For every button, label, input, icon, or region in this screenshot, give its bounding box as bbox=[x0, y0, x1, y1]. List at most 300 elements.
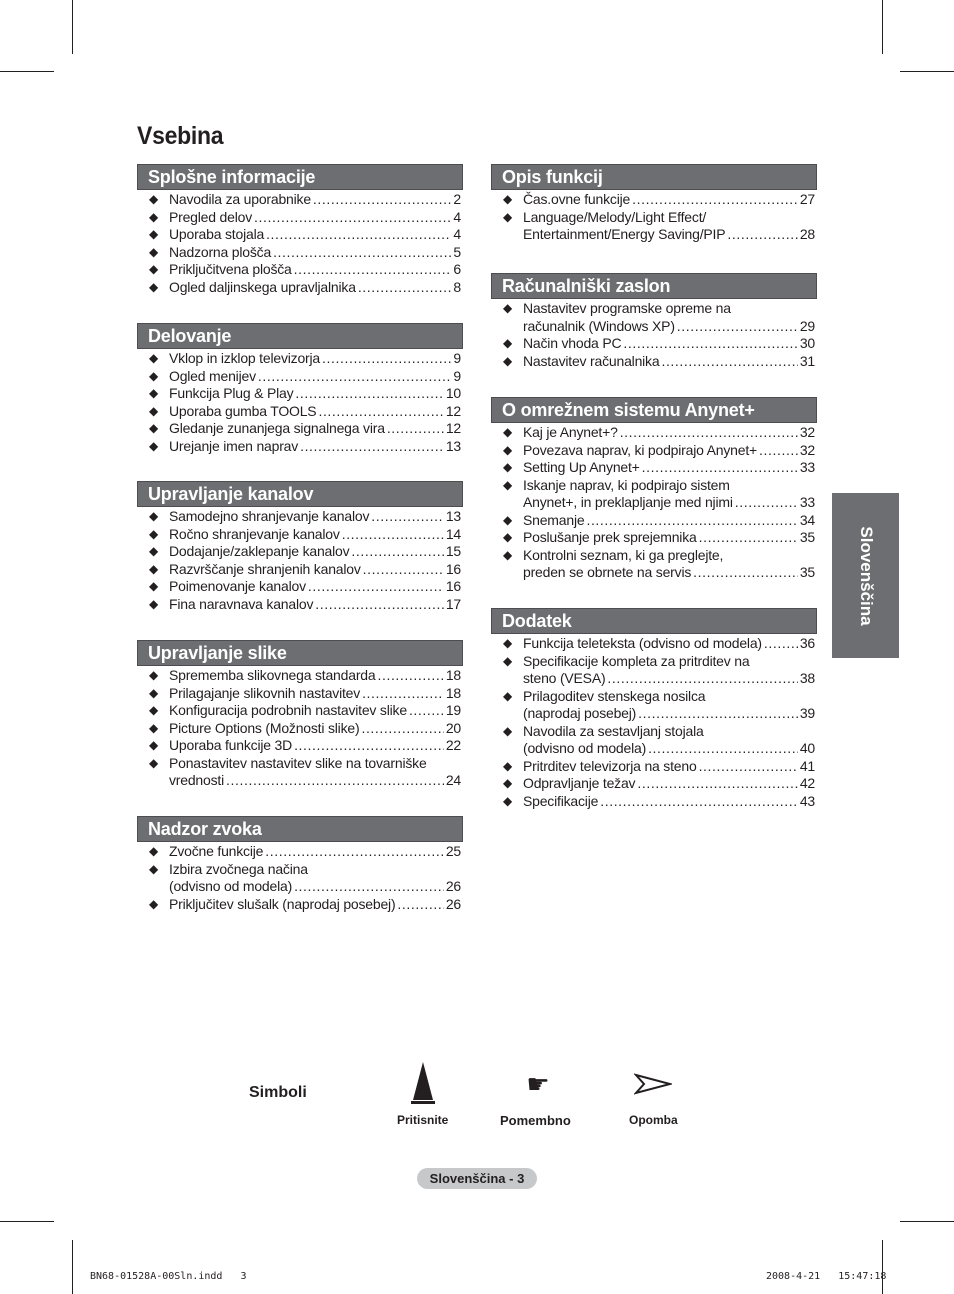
toc-entry-text: Pregled delov bbox=[169, 208, 253, 225]
toc-entry-text: Poimenovanje kanalov bbox=[169, 578, 306, 594]
toc-entry[interactable] bbox=[137, 226, 463, 244]
dot-leader bbox=[295, 385, 443, 403]
toc-section bbox=[491, 397, 817, 582]
toc-entry-text: Kontrolni seznam, ki ga preglejte, bbox=[523, 546, 724, 563]
toc-entry-line bbox=[523, 318, 815, 336]
toc-page-number: 36 bbox=[799, 635, 815, 651]
diamond-bullet-icon: ◆ bbox=[503, 192, 513, 206]
diamond-bullet-icon: ◆ bbox=[503, 758, 513, 773]
symbol-caption: Pritisnite bbox=[397, 1113, 449, 1127]
toc-entry-line bbox=[169, 385, 461, 403]
dot-leader bbox=[586, 512, 797, 530]
toc-entry[interactable] bbox=[137, 578, 463, 596]
toc-entry-text: Picture Options (Možnosti slike) bbox=[169, 719, 360, 736]
toc-page-number: 34 bbox=[799, 511, 815, 528]
dot-leader bbox=[607, 670, 797, 688]
toc-list bbox=[491, 635, 817, 810]
section-header: Upravljanje slike bbox=[137, 640, 463, 666]
toc-entry-line bbox=[523, 564, 815, 582]
toc-entry[interactable] bbox=[491, 775, 817, 793]
toc-entry[interactable] bbox=[491, 793, 817, 811]
toc-entry[interactable] bbox=[137, 420, 463, 438]
toc-entry-text: Ogled daljinskega upravljalnika bbox=[169, 278, 356, 295]
toc-entry[interactable] bbox=[491, 758, 817, 776]
toc-entry-text: Priključitev slušalk (naprodaj posebej) bbox=[169, 895, 396, 912]
toc-entry-text: Ogled menijev bbox=[169, 367, 256, 384]
toc-entry[interactable] bbox=[137, 596, 463, 614]
dot-leader bbox=[361, 720, 443, 738]
toc-entry[interactable] bbox=[491, 191, 817, 209]
diamond-bullet-icon: ◆ bbox=[149, 351, 159, 365]
toc-entry[interactable] bbox=[137, 667, 463, 685]
toc-entry[interactable] bbox=[491, 635, 817, 653]
toc-page-number: 12 bbox=[445, 420, 461, 436]
toc-entry-line bbox=[169, 720, 461, 738]
toc-page-number: 30 bbox=[799, 335, 815, 351]
diamond-bullet-icon: ◆ bbox=[149, 209, 159, 224]
dot-leader bbox=[637, 775, 797, 793]
toc-entry-text: Nastavitev računalnika bbox=[523, 352, 660, 369]
toc-entry[interactable] bbox=[137, 279, 463, 297]
dot-leader bbox=[377, 667, 443, 685]
toc-entry-line bbox=[523, 793, 815, 811]
dot-leader bbox=[273, 244, 451, 262]
dot-leader bbox=[318, 403, 443, 421]
toc-section bbox=[137, 323, 463, 455]
toc-page-number: 14 bbox=[445, 525, 461, 542]
diamond-bullet-icon: ◆ bbox=[149, 526, 159, 541]
dot-leader bbox=[266, 226, 451, 244]
diamond-bullet-icon: ◆ bbox=[503, 776, 513, 790]
dot-leader bbox=[342, 526, 444, 544]
dot-leader bbox=[620, 424, 798, 442]
pointing-hand-icon: ☛ bbox=[526, 1069, 550, 1099]
dot-leader bbox=[727, 226, 797, 244]
toc-page-number: 33 bbox=[799, 459, 815, 475]
toc-entry[interactable] bbox=[491, 424, 817, 442]
toc-page-number: 35 bbox=[799, 564, 815, 580]
toc-entry[interactable] bbox=[491, 653, 817, 688]
toc-entry[interactable] bbox=[137, 261, 463, 279]
press-arrow-icon bbox=[408, 1060, 438, 1106]
diamond-bullet-icon: ◆ bbox=[149, 896, 159, 911]
diamond-bullet-icon: ◆ bbox=[149, 844, 159, 858]
crop-mark bbox=[72, 0, 73, 54]
toc-entry-text: Nastavitev programske opreme na bbox=[523, 300, 731, 316]
toc-entry-text: Fina naravnava kanalov bbox=[169, 595, 314, 612]
diamond-bullet-icon: ◆ bbox=[149, 544, 159, 558]
toc-entry[interactable] bbox=[491, 442, 817, 460]
toc-entry[interactable] bbox=[137, 438, 463, 456]
toc-entry[interactable] bbox=[137, 685, 463, 703]
dot-leader bbox=[363, 561, 444, 579]
toc-page-number: 9 bbox=[453, 350, 461, 366]
diamond-bullet-icon: ◆ bbox=[149, 561, 159, 576]
toc-entry-line bbox=[169, 772, 461, 790]
toc-entry-text: Povezava naprav, ki podpirajo Anynet+ bbox=[523, 441, 757, 458]
diamond-bullet-icon: ◆ bbox=[149, 738, 159, 752]
toc-entry-line bbox=[169, 279, 461, 297]
toc-entry[interactable] bbox=[137, 209, 463, 227]
toc-page-number: 13 bbox=[445, 437, 461, 454]
toc-entry-line bbox=[523, 740, 815, 758]
section-header: Delovanje bbox=[137, 323, 463, 349]
toc-entry-text: vrednosti bbox=[169, 772, 225, 788]
toc-page-number: 15 bbox=[445, 543, 461, 559]
toc-entry-line bbox=[169, 508, 461, 526]
toc-entry[interactable] bbox=[137, 843, 463, 861]
toc-entry-text: Dodajanje/zaklepanje kanalov bbox=[169, 543, 350, 559]
toc-entry-line bbox=[169, 403, 461, 421]
toc-entry-text: Konfiguracija podrobnih nastavitev slike bbox=[169, 702, 407, 718]
crop-mark bbox=[882, 0, 883, 54]
toc-entry-line bbox=[523, 226, 815, 244]
toc-list bbox=[137, 843, 463, 913]
toc-page-number: 42 bbox=[799, 775, 815, 791]
dot-leader bbox=[254, 209, 451, 227]
diamond-bullet-icon: ◆ bbox=[503, 688, 513, 703]
symbols-label: Simboli bbox=[249, 1084, 307, 1101]
dot-leader bbox=[632, 191, 798, 209]
toc-entry[interactable] bbox=[137, 720, 463, 738]
toc-entry[interactable] bbox=[137, 755, 463, 790]
toc-entry[interactable] bbox=[137, 350, 463, 368]
print-slug-file: BN68-01528A-00Sln.indd 3 bbox=[90, 1271, 247, 1282]
diamond-bullet-icon: ◆ bbox=[149, 668, 159, 682]
note-arrow-icon bbox=[634, 1072, 672, 1096]
dot-leader bbox=[308, 578, 444, 596]
toc-entry-text: Čas.ovne funkcije bbox=[523, 191, 631, 207]
toc-entry-text: Sprememba slikovnega standarda bbox=[169, 667, 376, 683]
dot-leader bbox=[409, 702, 444, 720]
dot-leader bbox=[294, 261, 452, 279]
toc-entry-line bbox=[523, 191, 815, 209]
crop-mark bbox=[72, 1240, 73, 1294]
diamond-bullet-icon: ◆ bbox=[149, 386, 159, 400]
toc-page-number: 8 bbox=[453, 278, 461, 295]
dot-leader bbox=[358, 279, 452, 297]
toc-page-number: 10 bbox=[445, 385, 461, 401]
toc-page-number: 27 bbox=[799, 191, 815, 207]
language-tab-label: Slovenščina bbox=[856, 525, 876, 626]
toc-page-number: 16 bbox=[445, 560, 461, 577]
toc-page-number: 22 bbox=[445, 737, 461, 753]
toc-page-number: 20 bbox=[445, 719, 461, 736]
toc-page-number: 2 bbox=[453, 191, 461, 207]
toc-page-number: 41 bbox=[799, 757, 815, 774]
crop-mark bbox=[900, 71, 954, 72]
toc-list bbox=[137, 508, 463, 613]
toc-entry-text: Setting Up Anynet+ bbox=[523, 459, 640, 475]
toc-entry-text: Priključitvena plošča bbox=[169, 261, 292, 277]
toc-list bbox=[491, 191, 817, 244]
toc-entry-text: Funkcija teleteksta (odvisno od modela) bbox=[523, 635, 762, 651]
toc-entry-line bbox=[523, 442, 815, 460]
toc-section bbox=[137, 640, 463, 790]
toc-page-number: 33 bbox=[799, 494, 815, 510]
crop-mark bbox=[0, 71, 54, 72]
toc-entry-line bbox=[523, 775, 815, 793]
diamond-bullet-icon: ◆ bbox=[149, 438, 159, 453]
diamond-bullet-icon: ◆ bbox=[149, 192, 159, 206]
dot-leader bbox=[638, 705, 798, 723]
dot-leader bbox=[387, 420, 444, 438]
toc-entry[interactable] bbox=[137, 561, 463, 579]
toc-page-number: 43 bbox=[799, 792, 815, 809]
dot-leader bbox=[351, 543, 443, 561]
dot-leader bbox=[699, 529, 798, 547]
toc-entry[interactable] bbox=[491, 459, 817, 477]
toc-entry[interactable] bbox=[137, 508, 463, 526]
toc-entry-text: Pritrditev televizorja na steno bbox=[523, 757, 697, 774]
dot-leader bbox=[759, 442, 798, 460]
toc-entry-line bbox=[169, 191, 461, 209]
toc-page-number: 9 bbox=[453, 367, 461, 384]
toc-page-number: 12 bbox=[445, 402, 461, 419]
toc-entry[interactable] bbox=[491, 512, 817, 530]
diamond-bullet-icon: ◆ bbox=[149, 421, 159, 435]
toc-entry-text: Specifikacije kompleta za pritrditev na bbox=[523, 652, 750, 669]
toc-entry[interactable] bbox=[137, 737, 463, 755]
toc-entry-line bbox=[169, 702, 461, 720]
toc-entry-text: Funkcija Plug & Play bbox=[169, 385, 294, 401]
toc-entry-text: Samodejno shranjevanje kanalov bbox=[169, 508, 370, 524]
toc-list bbox=[491, 424, 817, 582]
diamond-bullet-icon: ◆ bbox=[503, 336, 513, 350]
toc-entry[interactable] bbox=[137, 385, 463, 403]
dot-leader bbox=[699, 758, 798, 776]
toc-entry[interactable] bbox=[491, 688, 817, 723]
toc-page-number: 13 bbox=[445, 508, 461, 524]
toc-entry-text: steno (VESA) bbox=[523, 670, 606, 686]
diamond-bullet-icon: ◆ bbox=[149, 596, 159, 611]
toc-entry-text: Kaj je Anynet+? bbox=[523, 424, 618, 440]
toc-section bbox=[491, 273, 817, 370]
toc-page-number: 19 bbox=[445, 702, 461, 718]
section-header: Nadzor zvoka bbox=[137, 816, 463, 842]
toc-entry[interactable] bbox=[137, 861, 463, 896]
toc-entry-text: Prilagoditev stenskega nosilca bbox=[523, 687, 706, 704]
toc-entry-text: Navodila za uporabnike bbox=[169, 191, 311, 207]
toc-page-number: 24 bbox=[445, 772, 461, 788]
dot-leader bbox=[764, 635, 798, 653]
symbol-caption: Opomba bbox=[629, 1113, 678, 1127]
dot-leader bbox=[648, 740, 798, 758]
toc-entry-line bbox=[169, 438, 461, 456]
diamond-bullet-icon: ◆ bbox=[503, 793, 513, 808]
toc-entry-text: Zvočne funkcije bbox=[169, 843, 264, 859]
toc-entry-text: Ponastavitev nastavitev slike na tovarniške bbox=[169, 754, 427, 771]
toc-entry-line bbox=[169, 368, 461, 386]
toc-page-number: 39 bbox=[799, 705, 815, 721]
toc-entry-line bbox=[523, 635, 815, 653]
symbol-caption: Pomembno bbox=[500, 1113, 571, 1128]
diamond-bullet-icon: ◆ bbox=[503, 653, 513, 668]
toc-entry-text: Izbira zvočnega načina bbox=[169, 860, 308, 877]
toc-entry-text: Ročno shranjevanje kanalov bbox=[169, 525, 340, 542]
toc-entry-line bbox=[169, 878, 461, 896]
diamond-bullet-icon: ◆ bbox=[503, 425, 513, 439]
toc-page-number: 5 bbox=[453, 243, 461, 260]
toc-page-number: 4 bbox=[453, 208, 461, 225]
diamond-bullet-icon: ◆ bbox=[149, 244, 159, 259]
section-header: Računalniški zaslon bbox=[491, 273, 817, 299]
page-title: Vsebina bbox=[137, 122, 224, 150]
toc-entry-text: Način vhoda PC bbox=[523, 335, 622, 351]
diamond-bullet-icon: ◆ bbox=[149, 861, 159, 876]
toc-entry[interactable] bbox=[491, 209, 817, 244]
toc-entry-line bbox=[523, 512, 815, 530]
diamond-bullet-icon: ◆ bbox=[503, 460, 513, 474]
toc-entry-line bbox=[169, 561, 461, 579]
toc-entry-line bbox=[523, 494, 815, 512]
diamond-bullet-icon: ◆ bbox=[503, 353, 513, 368]
page-number-badge: Slovenščina - 3 bbox=[417, 1168, 537, 1189]
dot-leader bbox=[315, 596, 444, 614]
diamond-bullet-icon: ◆ bbox=[503, 301, 513, 315]
dot-leader bbox=[313, 191, 451, 209]
dot-leader bbox=[362, 685, 444, 703]
toc-entry[interactable] bbox=[491, 477, 817, 512]
toc-page-number: 6 bbox=[453, 261, 461, 277]
diamond-bullet-icon: ◆ bbox=[149, 279, 159, 294]
toc-entry-text: Vklop in izklop televizorja bbox=[169, 350, 321, 366]
diamond-bullet-icon: ◆ bbox=[503, 530, 513, 544]
toc-entry-line bbox=[169, 209, 461, 227]
diamond-bullet-icon: ◆ bbox=[503, 209, 513, 224]
toc-entry-text: Anynet+, in preklapljanje med njimi bbox=[523, 494, 733, 510]
toc-entry-line bbox=[523, 705, 815, 723]
toc-entry-line bbox=[523, 670, 815, 688]
toc-entry-text: Gledanje zunanjega signalnega vira bbox=[169, 420, 385, 436]
toc-entry-line bbox=[523, 353, 815, 371]
dot-leader bbox=[693, 564, 798, 582]
toc-entry-line bbox=[169, 526, 461, 544]
diamond-bullet-icon: ◆ bbox=[503, 442, 513, 457]
toc-entry-line bbox=[523, 529, 815, 547]
dot-leader bbox=[322, 350, 451, 368]
toc-page-number: 16 bbox=[445, 578, 461, 594]
dot-leader bbox=[265, 843, 444, 861]
toc-entry[interactable] bbox=[137, 526, 463, 544]
toc-page-number: 25 bbox=[445, 843, 461, 859]
toc-entry[interactable] bbox=[491, 723, 817, 758]
diamond-bullet-icon: ◆ bbox=[149, 755, 159, 770]
toc-entry-text: Entertainment/Energy Saving/PIP bbox=[523, 226, 726, 242]
toc-page-number: 32 bbox=[799, 441, 815, 458]
dot-leader bbox=[294, 737, 444, 755]
toc-entry-line bbox=[169, 543, 461, 561]
dot-leader bbox=[735, 494, 798, 512]
toc-entry-line bbox=[169, 350, 461, 368]
toc-entry[interactable] bbox=[491, 529, 817, 547]
toc-entry[interactable] bbox=[137, 244, 463, 262]
toc-entry-text: Iskanje naprav, ki podpirajo sistem bbox=[523, 476, 730, 493]
toc-list bbox=[491, 300, 817, 370]
diamond-bullet-icon: ◆ bbox=[149, 579, 159, 593]
toc-entry[interactable] bbox=[137, 191, 463, 209]
toc-entry[interactable] bbox=[491, 547, 817, 582]
toc-entry[interactable] bbox=[137, 368, 463, 386]
toc-entry-text: računalnik (Windows XP) bbox=[523, 317, 675, 334]
dot-leader bbox=[677, 318, 798, 336]
toc-page-number: 28 bbox=[799, 226, 815, 242]
toc-section bbox=[137, 164, 463, 296]
diamond-bullet-icon: ◆ bbox=[149, 403, 159, 418]
print-slug-timestamp: 2008-4-21 15:47:18 bbox=[766, 1271, 887, 1282]
toc-entry-text: preden se obrnete na servis bbox=[523, 564, 692, 580]
diamond-bullet-icon: ◆ bbox=[149, 227, 159, 241]
section-header: Splošne informacije bbox=[137, 164, 463, 190]
toc-entry-line bbox=[523, 459, 815, 477]
toc-entry-text: Uporaba stojala bbox=[169, 226, 265, 242]
toc-page-number: 18 bbox=[445, 684, 461, 701]
toc-page-number: 40 bbox=[799, 740, 815, 756]
toc-entry-line bbox=[169, 578, 461, 596]
toc-entry-text: (naprodaj posebej) bbox=[523, 705, 637, 721]
toc-page-number: 18 bbox=[445, 667, 461, 683]
toc-entry[interactable] bbox=[137, 896, 463, 914]
toc-entry-line bbox=[523, 424, 815, 442]
crop-mark bbox=[882, 1240, 883, 1294]
toc-entry[interactable] bbox=[137, 702, 463, 720]
toc-list bbox=[137, 350, 463, 455]
toc-entry[interactable] bbox=[137, 403, 463, 421]
section-header: Opis funkcij bbox=[491, 164, 817, 190]
crop-mark bbox=[0, 1221, 54, 1222]
toc-entry-text: Odpravljanje težav bbox=[523, 775, 636, 791]
toc-entry[interactable] bbox=[137, 543, 463, 561]
section-header: Upravljanje kanalov bbox=[137, 481, 463, 507]
diamond-bullet-icon: ◆ bbox=[149, 703, 159, 717]
toc-entry-text: Specifikacije bbox=[523, 792, 599, 809]
toc-entry[interactable] bbox=[491, 300, 817, 335]
dot-leader bbox=[258, 368, 452, 386]
diamond-bullet-icon: ◆ bbox=[503, 477, 513, 492]
toc-entry-text: Prilagajanje slikovnih nastavitev bbox=[169, 684, 361, 701]
dot-leader bbox=[371, 508, 444, 526]
section-header: O omrežnem sistemu Anynet+ bbox=[491, 397, 817, 423]
toc-entry-text: (odvisno od modela) bbox=[523, 740, 647, 756]
diamond-bullet-icon: ◆ bbox=[503, 723, 513, 738]
dot-leader bbox=[600, 793, 798, 811]
toc-page-number: 31 bbox=[799, 352, 815, 369]
diamond-bullet-icon: ◆ bbox=[503, 547, 513, 562]
dot-leader bbox=[397, 896, 443, 914]
section-header: Dodatek bbox=[491, 608, 817, 634]
toc-page-number: 4 bbox=[453, 226, 461, 242]
toc-section bbox=[137, 481, 463, 613]
toc-entry-text: Uporaba gumba TOOLS bbox=[169, 402, 317, 419]
toc-entry-text: Urejanje imen naprav bbox=[169, 437, 299, 454]
toc-page-number: 26 bbox=[445, 895, 461, 912]
toc-section bbox=[491, 608, 817, 810]
dot-leader bbox=[661, 353, 797, 371]
diamond-bullet-icon: ◆ bbox=[149, 368, 159, 383]
toc-entry-line bbox=[523, 758, 815, 776]
diamond-bullet-icon: ◆ bbox=[149, 262, 159, 276]
toc-entry[interactable] bbox=[491, 335, 817, 353]
toc-entry[interactable] bbox=[491, 353, 817, 371]
toc-entry-line bbox=[169, 596, 461, 614]
diamond-bullet-icon: ◆ bbox=[149, 685, 159, 700]
dot-leader bbox=[623, 335, 797, 353]
toc-section bbox=[137, 816, 463, 913]
toc-entry-text: Poslušanje prek sprejemnika bbox=[523, 529, 697, 545]
toc-entry-line bbox=[169, 261, 461, 279]
language-tab bbox=[832, 493, 899, 658]
dot-leader bbox=[642, 459, 798, 477]
